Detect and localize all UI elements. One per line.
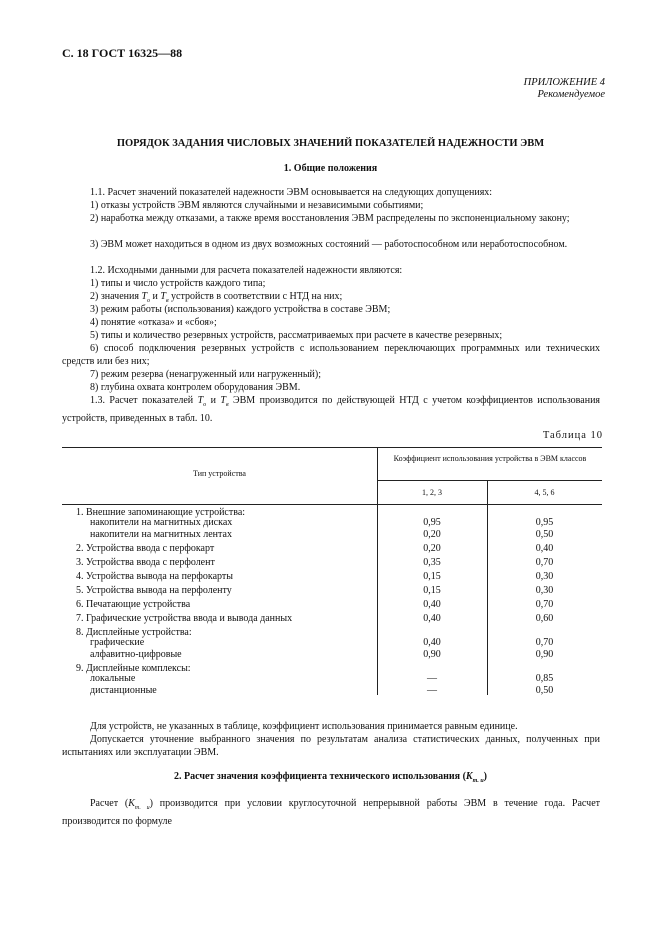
paragraph: 1.2. Исходными данными для расчета показателей надежности являются: xyxy=(90,265,403,276)
appendix-status: Рекомендуемое xyxy=(537,89,605,100)
device-type-cell: графические xyxy=(90,637,145,648)
col-header-type: Тип устройства xyxy=(193,469,246,478)
paragraph: 1) типы и число устройств каждого типа; xyxy=(90,278,266,289)
coef-classes-4-6-cell: 0,95 xyxy=(535,517,554,528)
table-row xyxy=(62,529,602,541)
coef-classes-1-3-cell: 0,20 xyxy=(423,543,441,554)
coef-classes-4-6-cell: 0,60 xyxy=(535,613,554,624)
device-type-cell: 2. Устройства ввода с перфокарт xyxy=(76,543,215,554)
table-row xyxy=(62,649,602,661)
symbol: $K_{т. и}$ xyxy=(128,798,150,811)
table-row xyxy=(62,543,602,555)
device-type-cell: дистанционные xyxy=(90,685,157,696)
device-type-cell: 8. Дисплейные устройства: xyxy=(76,627,192,638)
paragraph: 6) способ подключения резервных устройств с использованием переключающих программных или технических средств или без них; xyxy=(62,343,600,367)
device-type-cell: 1. Внешние запоминающие устройства: xyxy=(76,507,246,518)
section-1-heading: 1. Общие положения xyxy=(283,163,378,174)
table-row xyxy=(62,673,602,685)
paragraph: 7) режим резерва (ненагруженный или нагруженный); xyxy=(90,369,321,380)
paragraph: 2) наработка между отказами, а также время восстановления ЭВМ распределены по экспоненциальному закону; xyxy=(90,213,570,224)
appendix-title: ПРИЛОЖЕНИЕ 4 xyxy=(523,77,605,88)
coef-classes-4-6-cell: 0,50 xyxy=(535,529,554,540)
device-type-cell: накопители на магнитных дисках xyxy=(90,517,233,528)
paragraph: Для устройств, не указанных в таблице, коэффициент использования принимается равным единице. xyxy=(90,721,518,732)
coef-classes-1-3-cell: 0,15 xyxy=(423,585,441,596)
usage-coefficient-table xyxy=(62,447,602,695)
text-fragment: 1.3. Расчет показателей xyxy=(90,395,198,406)
device-type-cell: 6. Печатающие устройства xyxy=(76,599,191,610)
coef-classes-4-6-cell: 0,30 xyxy=(535,585,554,596)
table-caption: Таблица 10 xyxy=(542,430,603,441)
coef-classes-1-3-cell: 0,35 xyxy=(423,557,441,568)
coef-classes-1-3-cell: 0,40 xyxy=(423,613,441,624)
table-row xyxy=(62,685,602,697)
text-fragment: 2) значения xyxy=(90,291,142,302)
coef-classes-4-6-cell: 0,30 xyxy=(535,571,554,582)
coef-classes-4-6-cell: 0,90 xyxy=(535,649,554,660)
paragraph: 8) глубина охвата контролем оборудования ЭВМ. xyxy=(90,382,301,393)
text-fragment: и xyxy=(206,395,221,406)
coef-classes-1-3-cell: 0,95 xyxy=(423,517,441,528)
text-fragment: Расчет ( xyxy=(90,798,129,809)
col-header-classes-4-6: 4, 5, 6 xyxy=(534,488,555,497)
paragraph: 3) ЭВМ может находиться в одном из двух возможных состояний — работоспособном или неработоспособном. xyxy=(90,239,568,250)
table-row xyxy=(62,599,602,611)
symbol: $T_о$ xyxy=(197,395,207,408)
device-type-cell: накопители на магнитных лентах xyxy=(90,529,232,540)
coef-classes-4-6-cell: 0,85 xyxy=(535,673,554,684)
coef-classes-1-3-cell: 0,15 xyxy=(423,571,441,582)
device-type-cell: 5. Устройства вывода на перфоленту xyxy=(76,585,232,596)
page-header: С. 18 ГОСТ 16325—88 xyxy=(62,46,183,60)
text-fragment: устройств в соответствии с НТД на них; xyxy=(168,291,343,302)
table-row xyxy=(62,637,602,649)
text-fragment: 2. Расчет значения коэффициента технического использования ( xyxy=(173,771,466,782)
table-row xyxy=(62,571,602,583)
coef-classes-4-6-cell: 0,70 xyxy=(535,637,554,648)
table-row xyxy=(62,585,602,597)
paragraph: 5) типы и количество резервных устройств, рассматриваемых при расчете в качестве резервных; xyxy=(90,330,503,341)
coef-classes-1-3-cell: 0,20 xyxy=(423,529,441,540)
symbol: $K_{т. и}$ xyxy=(465,771,484,784)
device-type-cell: 9. Дисплейные комплексы: xyxy=(76,663,191,674)
coef-classes-4-6-cell: 0,50 xyxy=(535,685,554,696)
device-type-cell: 7. Графические устройства ввода и вывода данных xyxy=(76,613,293,624)
col-header-coefficient: Коэффициент использования устройства в ЭВМ классов xyxy=(393,454,587,463)
section-2-heading xyxy=(0,771,661,784)
table-row xyxy=(62,557,602,569)
paragraph xyxy=(62,797,600,828)
coef-classes-1-3-cell: — xyxy=(427,685,437,696)
coef-classes-1-3-cell: 0,90 xyxy=(423,649,441,660)
appendix-label xyxy=(524,77,605,101)
symbol: $T_в$ xyxy=(160,291,169,304)
table-row xyxy=(62,613,602,625)
paragraph: 1.1. Расчет значений показателей надежности ЭВМ основывается на следующих допущениях: xyxy=(90,187,493,198)
col-header-classes-1-3: 1, 2, 3 xyxy=(422,488,442,497)
text-fragment: ) производится при условии круглосуточной непрерывной работы ЭВМ в течение года. Расчет производится по формуле xyxy=(62,798,601,827)
paragraph: 4) понятие «отказа» и «сбоя»; xyxy=(90,317,217,328)
table-border-top xyxy=(62,447,602,448)
device-type-cell: 3. Устройства ввода с перфолент xyxy=(76,557,215,568)
paragraph: Допускается уточнение выбранного значения по результатам анализа статистических данных, полученных при испытаниях или эксплуатации ЭВМ. xyxy=(62,734,600,758)
paragraph: 1) отказы устройств ЭВМ являются случайными и независимыми событиями; xyxy=(90,200,424,211)
device-type-cell: 4. Устройства вывода на перфокарты xyxy=(76,571,233,582)
coef-classes-4-6-cell: 0,70 xyxy=(535,599,554,610)
paragraph: 3) режим работы (использования) каждого устройства в составе ЭВМ; xyxy=(90,304,391,315)
symbol: $T_о$ xyxy=(141,291,151,304)
coef-classes-1-3-cell: — xyxy=(427,673,437,684)
coef-classes-4-6-cell: 0,70 xyxy=(535,557,554,568)
text-fragment: и xyxy=(150,291,161,302)
text-fragment: ) xyxy=(483,771,488,782)
document-title: ПОРЯДОК ЗАДАНИЯ ЧИСЛОВЫХ ЗНАЧЕНИЙ ПОКАЗАТЕЛЕЙ НАДЕЖНОСТИ ЭВМ xyxy=(116,138,545,149)
coef-classes-4-6-cell: 0,40 xyxy=(535,543,554,554)
device-type-cell: локальные xyxy=(90,673,136,684)
table-header-bottom xyxy=(62,504,602,505)
text-fragment: ЭВМ производится по действующей НТД с учетом коэффициентов использования устройств, приведенных в табл. 10. xyxy=(62,395,601,424)
device-type-cell: алфавитно-цифровые xyxy=(90,649,182,660)
symbol: $T_в$ xyxy=(220,395,229,408)
coef-classes-1-3-cell: 0,40 xyxy=(423,599,441,610)
table-header-divider xyxy=(377,480,602,481)
coef-classes-1-3-cell: 0,40 xyxy=(423,637,441,648)
table-row xyxy=(62,517,602,529)
paragraph xyxy=(62,394,600,425)
